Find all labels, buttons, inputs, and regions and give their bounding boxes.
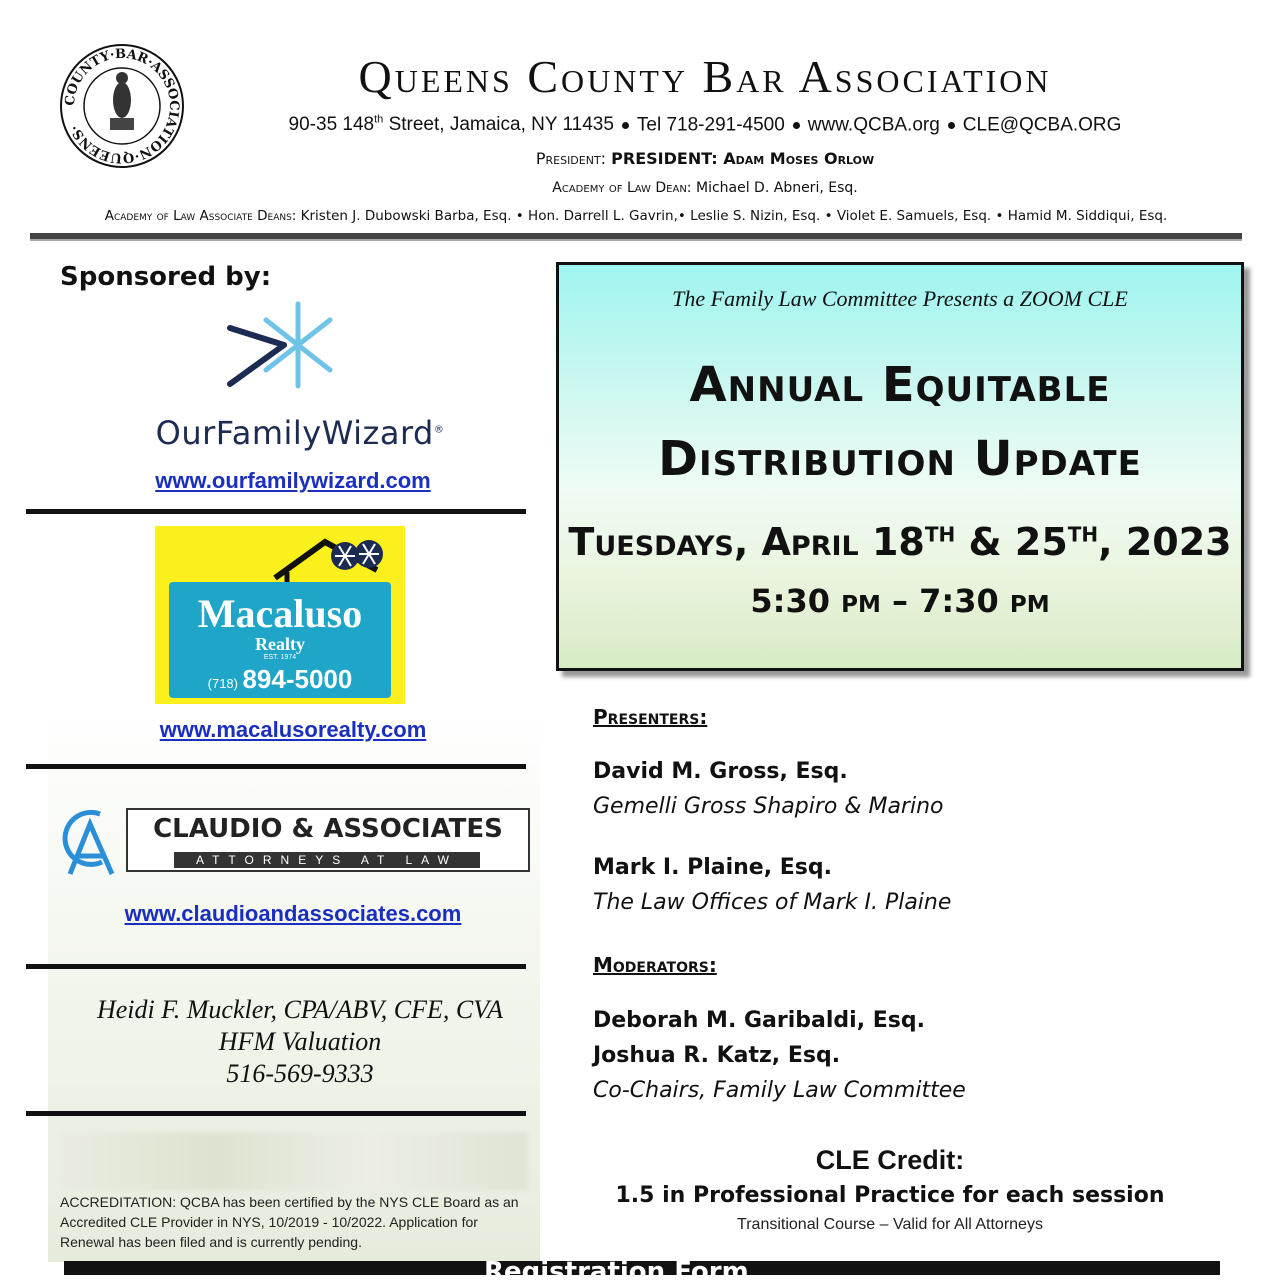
- address: 90-35 148th Street, Jamaica, NY 11435: [288, 114, 614, 136]
- dean-line: Academy of Law Dean: Michael D. Abneri, Esq.: [552, 180, 858, 196]
- moderator-name: Deborah M. Garibaldi, Esq.: [593, 1008, 925, 1033]
- svg-text:COUNTY·BAR·ASSOCIATION·QUEENS·: COUNTY·BAR·ASSOCIATION·QUEENS·: [62, 46, 182, 166]
- event-date: Tuesdays, April 18TH & 25TH, 2023: [568, 520, 1232, 564]
- heidi-sponsor: [50, 994, 550, 1090]
- macaluso-link[interactable]: www.macalusorealty.com: [159, 717, 427, 742]
- bullet-icon: [948, 122, 955, 129]
- heidi-firm: HFM Valuation: [218, 1027, 382, 1056]
- moderators-heading: Moderators:: [593, 953, 717, 977]
- ca-monogram-icon: [50, 802, 122, 880]
- sponsor-divider: [26, 509, 526, 514]
- heidi-name: Heidi F. Muckler, CPA/ABV, CFE, CVA: [96, 995, 504, 1024]
- macaluso-logo: [155, 526, 405, 704]
- sponsored-by-heading: Sponsored by:: [60, 262, 272, 292]
- registration-label: Registration Form: [484, 1257, 749, 1287]
- org-contact-line: [200, 108, 1210, 137]
- bullet-icon: [622, 122, 629, 129]
- claudio-name-box: [126, 808, 530, 872]
- macaluso-name: Macaluso: [197, 591, 363, 636]
- presenter-name: David M. Gross, Esq.: [593, 759, 848, 784]
- website-link[interactable]: www.QCBA.org: [807, 114, 940, 136]
- org-name: Queens County Bar Association: [358, 51, 1052, 102]
- accreditation-text: ACCREDITATION: QCBA has been certified by the NYS CLE Board as an Accredited CLE Provider in NYS, 10/2019 - 10/2022. Application for Renewal has been filed and is currently pending.: [60, 1194, 519, 1250]
- claudio-name: CLAUDIO & ASSOCIATES: [153, 814, 503, 844]
- macaluso-est: EST. 1974: [263, 654, 297, 661]
- telephone: Tel 718-291-4500: [636, 114, 785, 136]
- associate-deans-line: Academy of Law Associate Deans: Kristen J. Dubowski Barba, Esq. • Hon. Darrell L. Gavrin,• Leslie S. Nizin, Esq. • Violet E. Samuels, Esq. • Hamid M. Siddiqui, Esq.: [104, 208, 1168, 224]
- heidi-phone: 516-569-9333: [226, 1059, 374, 1088]
- blurred-sponsor-area: [60, 1132, 528, 1190]
- moderator-name: Joshua R. Katz, Esq.: [593, 1043, 841, 1068]
- header-divider-shadow: [30, 239, 1242, 241]
- bullet-icon: [793, 122, 800, 129]
- macaluso-phone: (718) 894-5000: [207, 664, 353, 694]
- ofw-wordmark: OurFamilyWizard®: [155, 414, 445, 452]
- claudio-tagline: ATTORNEYS AT LAW: [174, 852, 480, 868]
- presenter-firm: The Law Offices of Mark I. Plaine: [593, 890, 952, 915]
- sponsor-divider: [26, 1111, 526, 1116]
- sponsor-divider: [26, 764, 526, 769]
- presenter-firm: Gemelli Gross Shapiro & Marino: [593, 794, 944, 819]
- president-line: President: PRESIDENT: Adam Moses Orlow: [535, 149, 875, 168]
- registration-bar: [64, 1257, 1220, 1287]
- qcba-seal-logo: [58, 42, 186, 170]
- moderator-role: Co-Chairs, Family Law Committee: [593, 1078, 966, 1103]
- event-title: Annual Equitable Distribution Update: [658, 357, 1142, 487]
- presenters-heading: Presenters:: [593, 705, 708, 729]
- cle-credit-note: Transitional Course – Valid for All Attorneys: [737, 1216, 1043, 1233]
- claudio-link[interactable]: www.claudioandassociates.com: [124, 901, 462, 926]
- presenter-name: Mark I. Plaine, Esq.: [593, 855, 832, 880]
- cle-credit-detail: 1.5 in Professional Practice for each session: [615, 1183, 1165, 1208]
- email-link[interactable]: CLE@QCBA.ORG: [962, 114, 1122, 136]
- macaluso-sign: [169, 582, 391, 698]
- ofw-starburst-icon: [222, 300, 342, 392]
- event-time: 5:30 PM – 7:30 PM: [750, 582, 1050, 620]
- event-presents: The Family Law Committee Presents a ZOOM CLE: [672, 286, 1128, 311]
- claudio-logo: [50, 802, 530, 882]
- sponsor-divider: [26, 964, 526, 969]
- macaluso-sub: Realty: [255, 634, 305, 654]
- ofw-link[interactable]: www.ourfamilywizard.com: [155, 468, 431, 493]
- cle-credit-heading: CLE Credit:: [815, 1145, 965, 1175]
